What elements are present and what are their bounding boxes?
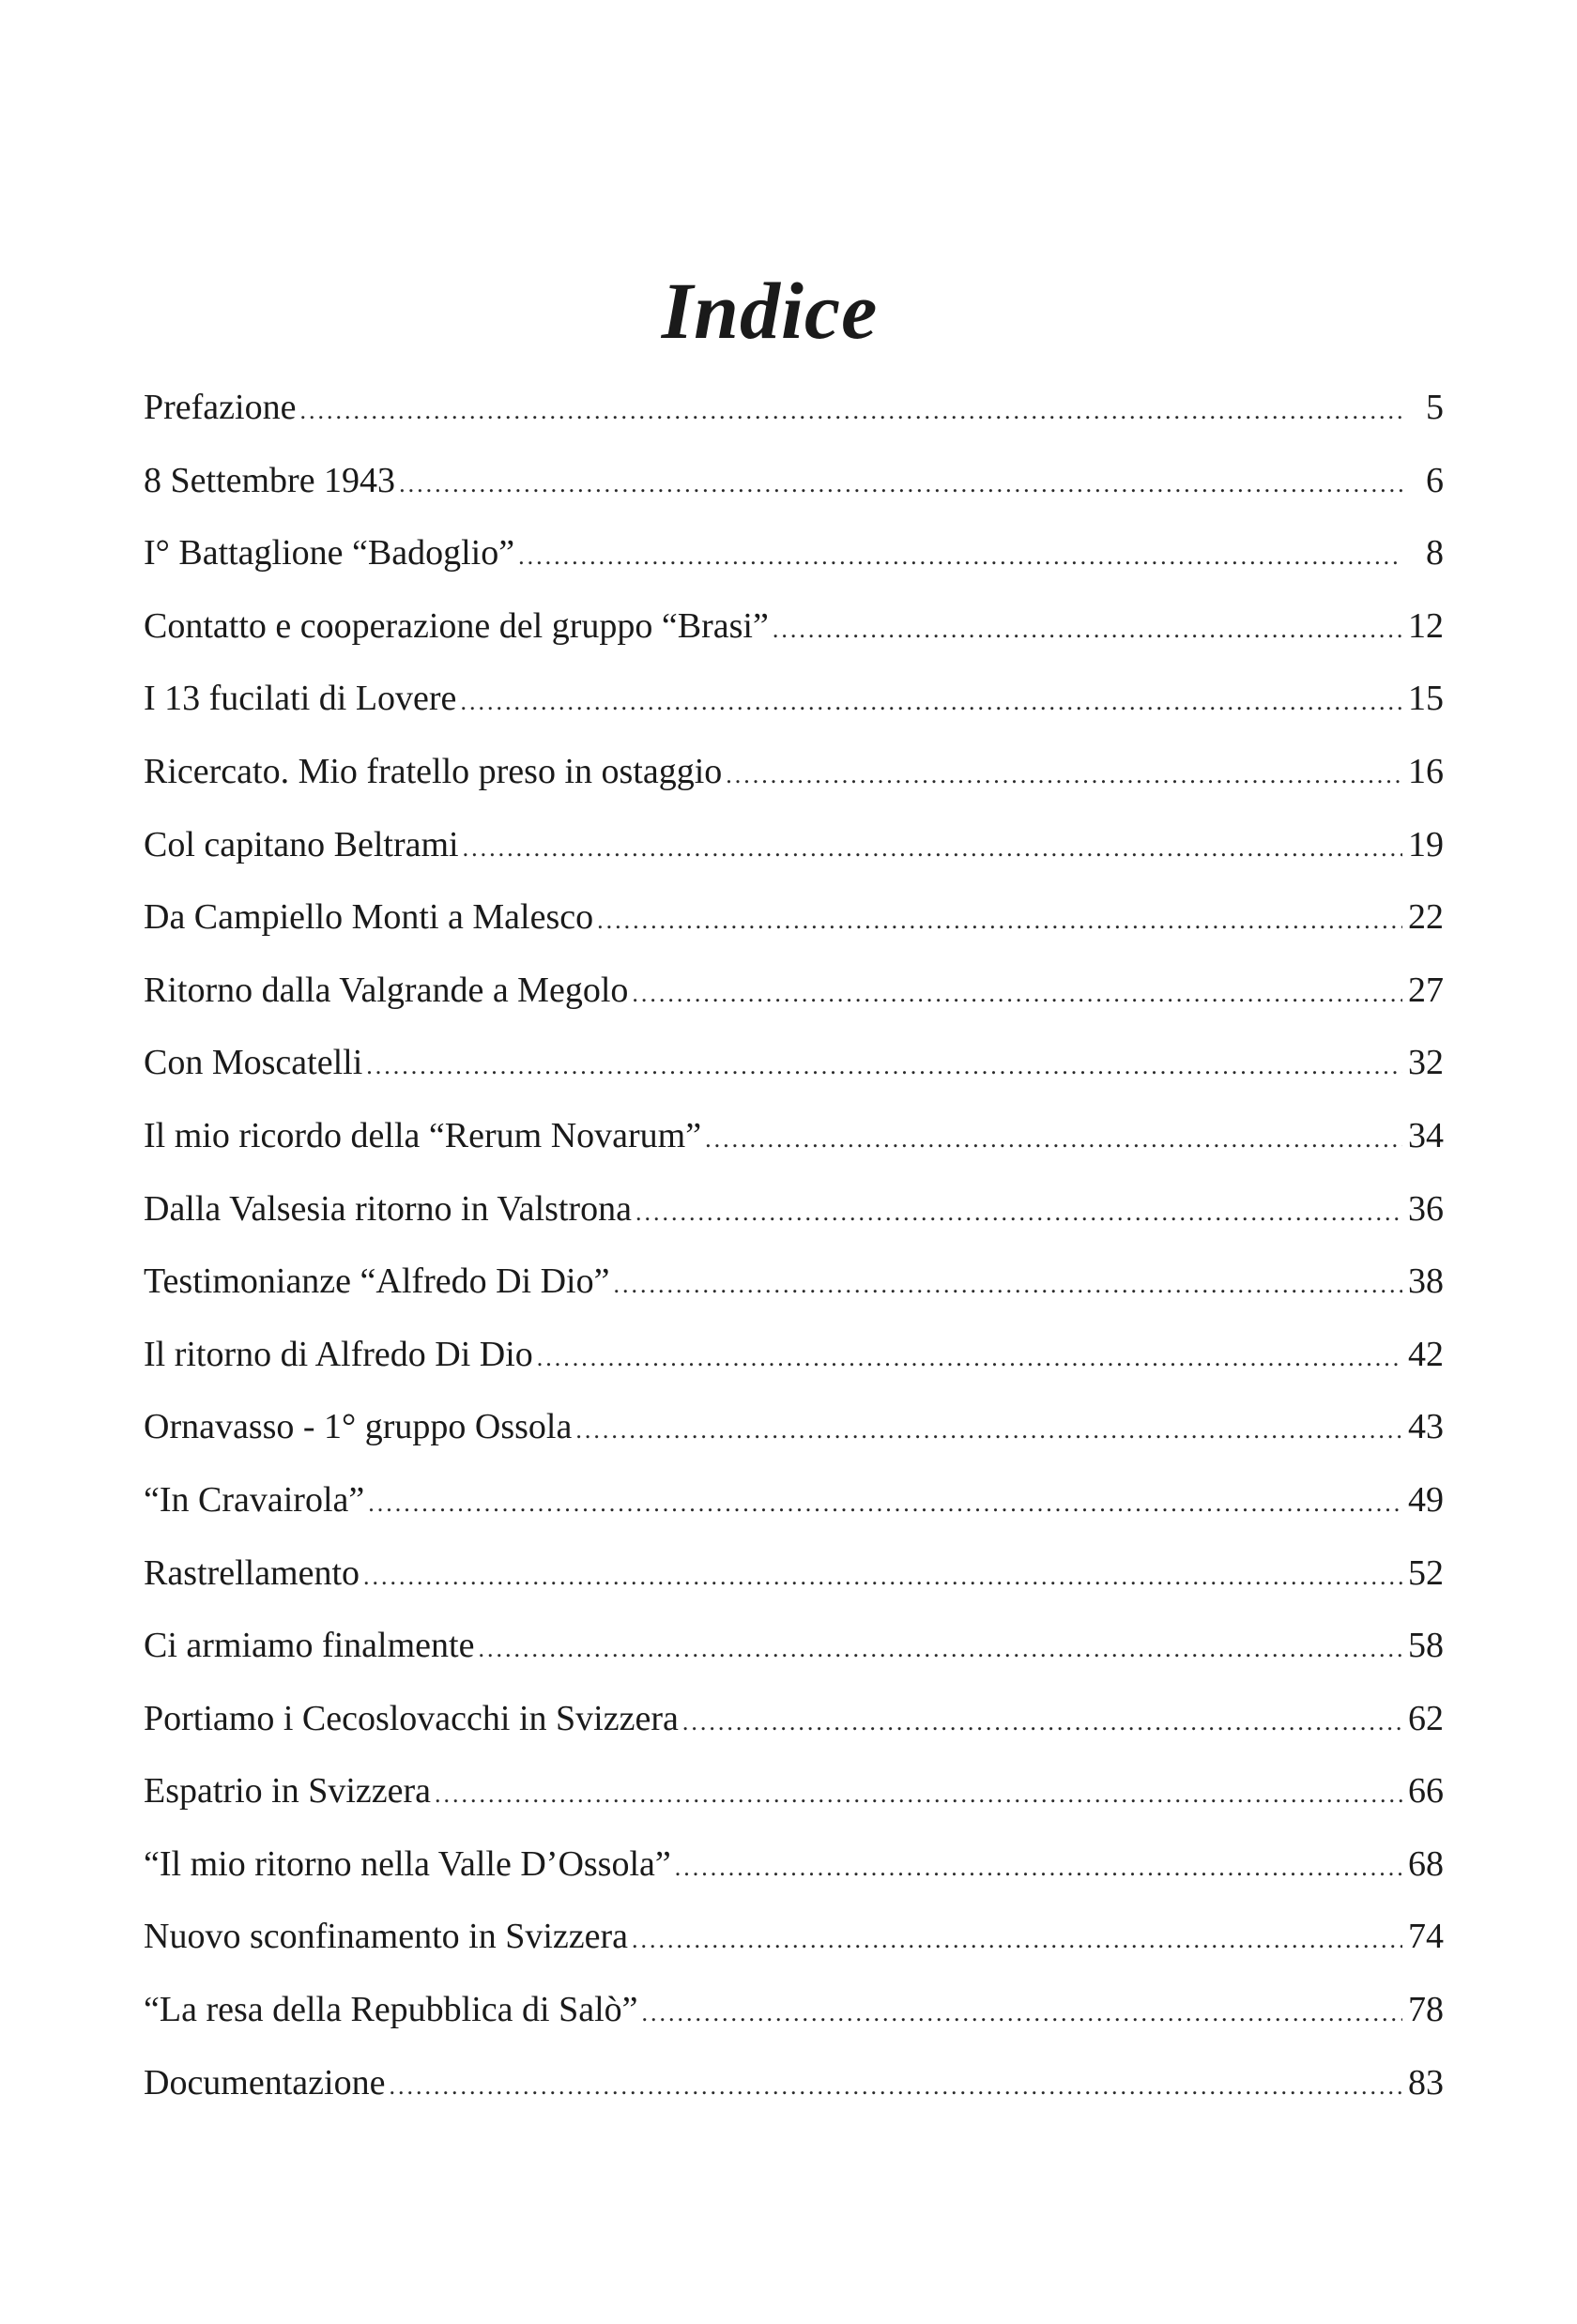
- toc-entry: [144, 1115, 1444, 1191]
- toc-entry-title: Nuovo sconfinamento in Svizzera: [144, 1917, 629, 1957]
- toc-entry: [144, 1698, 1444, 1774]
- toc-entry-page-number: 32: [1408, 1043, 1444, 1083]
- dot-leader: [705, 1127, 1402, 1152]
- toc-entry-page-number: 15: [1408, 679, 1444, 719]
- toc-entry: [144, 899, 1444, 972]
- toc-entry: [144, 1843, 1444, 1919]
- toc-entry-title: Ritorno dalla Valgrande a Megolo: [144, 970, 629, 1010]
- toc-entry-page-number: 19: [1408, 824, 1444, 864]
- dot-leader: [773, 618, 1402, 642]
- toc-entry-title: Portiamo i Cecoslovacchi in Svizzera: [144, 1698, 679, 1738]
- toc-entry-title: Espatrio in Svizzera: [144, 1771, 432, 1812]
- toc-entry-title: Ricercato. Mio fratello preso in ostaggio: [144, 751, 723, 791]
- toc-entry-page-number: 16: [1408, 751, 1444, 791]
- toc-entry-page-number: 49: [1408, 1479, 1444, 1520]
- toc-entry-title: Rastrellamento: [144, 1552, 360, 1593]
- toc-entry-title: Documentazione: [144, 2062, 386, 2102]
- dot-leader: [635, 1200, 1402, 1225]
- toc-entry: [144, 1334, 1444, 1410]
- toc-entry-title: Da Campiello Monti a Malesco: [144, 897, 594, 938]
- toc-entry-page-number: 68: [1408, 1843, 1444, 1884]
- toc-entry-page-number: 58: [1408, 1626, 1444, 1666]
- toc-entry: [144, 1919, 1444, 1992]
- toc-entry: [144, 2062, 1444, 2138]
- toc-entry-title: Il ritorno di Alfredo Di Dio: [144, 1334, 533, 1374]
- toc-entry-page-number: 52: [1408, 1552, 1444, 1593]
- toc-entry-page-number: 8: [1426, 533, 1444, 573]
- dot-leader: [726, 763, 1402, 787]
- toc-entry: [144, 1479, 1444, 1555]
- toc-entry-title: “Il mio ritorno nella Valle D’Ossola”: [144, 1843, 671, 1884]
- toc-entry-title: Ci armiamo finalmente: [144, 1626, 475, 1666]
- toc-entry: [144, 1263, 1444, 1337]
- dot-leader: [632, 1928, 1402, 1952]
- toc-entry-page-number: 62: [1408, 1698, 1444, 1738]
- toc-entry-page-number: 43: [1408, 1407, 1444, 1447]
- toc-entry-page-number: 74: [1408, 1917, 1444, 1957]
- dot-leader: [597, 909, 1402, 933]
- toc-entry-page-number: 27: [1408, 970, 1444, 1010]
- toc-entry: [144, 1188, 1444, 1264]
- toc-entry-title: Testimonianze “Alfredo Di Dio”: [144, 1261, 610, 1302]
- dot-leader: [518, 544, 1402, 569]
- toc-entry-title: I 13 fucilati di Lovere: [144, 679, 457, 719]
- toc-entry: [144, 824, 1444, 900]
- dot-leader: [389, 2074, 1402, 2099]
- toc-entry-page-number: 22: [1408, 897, 1444, 938]
- toc-entry: [144, 1773, 1444, 1846]
- dot-leader: [463, 836, 1402, 861]
- toc-entry: [144, 1409, 1444, 1482]
- dot-leader: [363, 1565, 1402, 1589]
- toc-entry-page-number: 12: [1408, 605, 1444, 646]
- toc-entry: [144, 535, 1444, 608]
- toc-entry-page-number: 66: [1408, 1771, 1444, 1812]
- dot-leader: [642, 2001, 1402, 2026]
- toc-entry-title: Con Moscatelli: [144, 1043, 363, 1083]
- dot-leader: [575, 1418, 1402, 1443]
- toc-entry: [144, 972, 1444, 1046]
- toc-entry: [144, 1992, 1444, 2065]
- toc-entry-title: I° Battaglione “Badoglio”: [144, 533, 515, 573]
- toc-entry-title: Col capitano Beltrami: [144, 824, 459, 864]
- toc-entry: [144, 680, 1444, 754]
- toc-entry-title: Contatto e cooperazione del gruppo “Brasi”: [144, 605, 769, 646]
- toc-entry-page-number: 36: [1408, 1188, 1444, 1229]
- toc-entry: [144, 390, 1444, 463]
- dot-leader: [435, 1782, 1402, 1807]
- toc-entry-page-number: 6: [1426, 460, 1444, 500]
- toc-entry-page-number: 38: [1408, 1261, 1444, 1302]
- toc-entry-title: Ornavasso - 1° gruppo Ossola: [144, 1407, 573, 1447]
- toc-entry-title: 8 Settembre 1943: [144, 460, 396, 500]
- dot-leader: [537, 1346, 1402, 1370]
- toc-entry: [144, 1045, 1444, 1118]
- toc-entry: [144, 1628, 1444, 1701]
- toc-entry-title: Prefazione: [144, 388, 297, 427]
- dot-leader: [460, 690, 1402, 714]
- dot-leader: [632, 982, 1402, 1006]
- dot-leader: [299, 399, 1402, 423]
- dot-leader: [399, 472, 1402, 497]
- dot-leader: [366, 1054, 1402, 1078]
- toc-entry-title: Il mio ricordo della “Rerum Novarum”: [144, 1115, 702, 1155]
- toc-entry-title: Dalla Valsesia ritorno in Valstrona: [144, 1188, 632, 1229]
- toc-entry-page-number: 5: [1426, 388, 1444, 427]
- toc-entry: [144, 460, 1444, 536]
- page-title: Indice: [661, 265, 879, 356]
- toc-entry-title: “La resa della Repubblica di Salò”: [144, 1990, 638, 2030]
- toc-entry: [144, 751, 1444, 827]
- toc-entry: [144, 605, 1444, 681]
- toc-entry-page-number: 42: [1408, 1334, 1444, 1374]
- toc-entry: [144, 1552, 1444, 1628]
- dot-leader: [368, 1491, 1402, 1516]
- toc-entry-page-number: 78: [1408, 1990, 1444, 2030]
- dot-leader: [478, 1637, 1402, 1661]
- toc-entry-page-number: 34: [1408, 1115, 1444, 1155]
- table-of-contents: [144, 390, 1444, 2137]
- dot-leader: [613, 1273, 1402, 1297]
- toc-entry-title: “In Cravairola”: [144, 1479, 365, 1520]
- dot-leader: [682, 1710, 1402, 1735]
- toc-entry-page-number: 83: [1408, 2062, 1444, 2102]
- dot-leader: [675, 1856, 1402, 1880]
